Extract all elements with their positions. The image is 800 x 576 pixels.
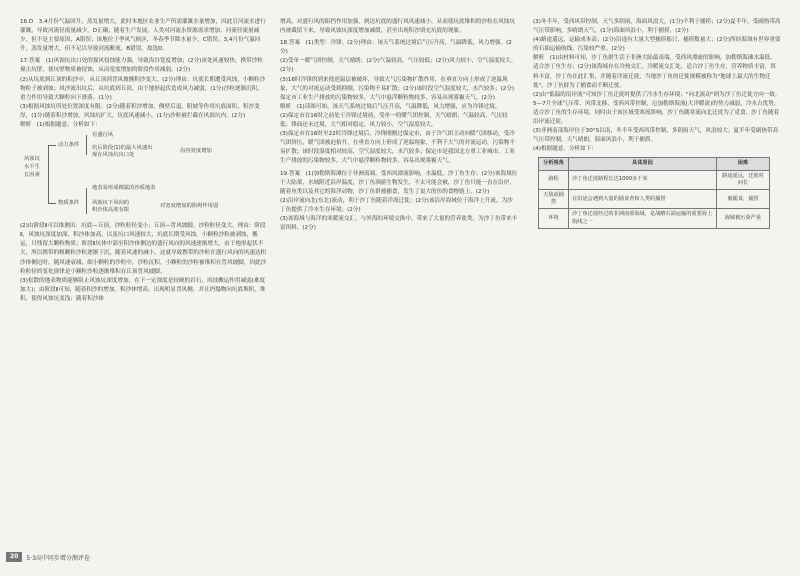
analysis-18-part2: (2)保定市在16时之前处于冷锋过境前，受单一的暖气团控制，天气晴朗；气温较高，气压较低；锋面还未过境，大气相对稳定，风力较小，空气湿度较大。	[280, 112, 508, 129]
diagram-line	[48, 145, 56, 146]
diagram-brace	[48, 145, 49, 203]
answer-19-part1: 19.答案 (1)加勒斯海滩位于非洲南端，受西风漂流影响，水温低，沙丁鱼生存；(2分)该海域位于大陆架，水域附近沿岸温度，沙丁鱼洄游生物发生，不太可能会被，沙丁鱼只能一直在沿岸，随着鱼类以及其它的海洋动物，沙丁鱼群被捕食，发生了更大的鱼的食物链上。(2分)	[280, 170, 518, 195]
table-cell: 沙丁鱼迁徙经过的非洲南部海域，是战略石油运输的重要海上航线之一	[569, 209, 717, 228]
analysis-17-heading: 解析 (1)根据题意，分析如下：	[20, 122, 101, 129]
diagram-d2b: 现在风蚀坑出口处	[92, 152, 135, 159]
table-cell: 环境	[539, 209, 569, 228]
table-row	[539, 170, 770, 189]
diagram-m1: 地表易形成裸露的沙质地表	[92, 185, 156, 192]
analysis-19-part1: 解析 (1)由材料可知，沙丁鱼群生活于非洲大陆最南端，受西风漂流的影响，加勒斯海滩水温低，适合沙丁鱼生存；(2分)该海域存在冷热交汇，冷暖流交汇处，适合沙丁鱼生存，营养物质丰富，饵料丰富，沙丁鱼在此汇集，并随着洋流迁徙，当地沙丁鱼的迁徙规模被称为"地球上最大的生物迁徙"，沙丁鱼群为了捕食而不断迁徙。	[533, 55, 776, 89]
diagram-brace	[86, 188, 87, 214]
table-cell: 海域被污染严重	[716, 209, 769, 228]
answer-17-part1: 17.答案 (1)风蚀坑出口处的强风侵蚀能力强，导致沟谷宽度增加；(2分)该处风速较快，携带沙粒撞击坑壁，使坑壁物质被侵蚀，从而宽度增加的阶段作用减弱。(2分)	[20, 58, 263, 74]
page-number: 20	[6, 552, 22, 562]
diagram-line	[48, 203, 56, 204]
table-cell: 路程	[539, 170, 569, 189]
diagram-m2b: 积沙体高度有限	[92, 207, 130, 214]
answer-17-part3: (3)根据风蚀坑所处位置深度有限；(2分)随着积沙增加，侧壁后退，阴坡等作用坑底面积、积沙变厚，(1分)随着积沙增加，风蚀坑扩大，坑底风速减小，(1分)沙粒被拦截在风蚀坑内。(2分)	[20, 103, 260, 119]
analysis-diagram	[20, 132, 268, 220]
column-right	[533, 18, 781, 229]
analysis-19-part3: (3)非洲南部海岸位于30°S以南，冬半年受西风带控制，多阴雨天气，风浪较大；夏半年受副热带高气压带控制，天气晴朗，海面风浪小，利于捕捞。	[533, 128, 779, 144]
answer-17-part2: (2)从坑底到丘顶的积沙中，从丘顶到背风坡侧积沙变大。(2分)理由：坑底长期遭受风蚀，小颗粒沙物粒子被剥蚀；风沙流出坑后，从坑底到丘顶，由于地形起伏造成风力减弱，(1分)沙粒逐渐沉积，重力作用导致大颗粒向下滑落。(1分)	[20, 76, 266, 101]
table-header: 具体原因	[569, 158, 717, 170]
diagram-d1: 有盛行风	[92, 132, 114, 139]
table-header: 困难	[716, 158, 769, 170]
diagram-root-2: 水平生	[24, 164, 40, 171]
table-header-row	[539, 158, 770, 170]
table-row	[539, 190, 770, 209]
answer-19-part3: (3)该海域与海洋的寒暖流交汇，与外海的环境交换中，带来了大量的营养盐类，为沙丁鱼带来丰富饵料。(2分)	[280, 215, 518, 232]
diagram-d2: 坑后阶段(1)的最大风速出	[92, 145, 153, 152]
book-title: 5·3高中同步增分测评卷	[26, 554, 90, 562]
answer-19-part2: (2)沿岸流向北(东北)流动，利于沙丁鱼随着洋流迁徙；(2分)该沿岸海域位于海洋上升流，为沙丁鱼提供了冷水生存环境；(2分)	[280, 197, 513, 213]
diagram-root-3: 长因素	[24, 172, 40, 179]
column-middle	[280, 18, 518, 233]
diagram-root-1: 风蚀坑	[24, 156, 40, 163]
analysis-17-cont: 增高，对盛行风的阻挡作用加强，到达坑底的盛行风风速减小，从而使坑底堆积的沙粒在风蚀坑内被截留下来，导致风蚀坑深度增加减缓，甚至出现积沙填充坑底的现象。	[280, 19, 515, 35]
diagram-d2-result: 沟谷宽度增加	[180, 148, 212, 155]
answer-16: 16.D 3,4月份气温回升，蒸发量增大，此时本地区农业生产所需灌溉水量增加，因此引河流水进行灌溉，导致河流径流量减少，D正确；随着生产发展，人类对河流水资源需求增加，河流径流量减少，但不是主要原因，A错误；该地位于季风气候区，冬春季节降水量少，C错误；3,4月份气温回升，蒸发量增大，但不足以导致河流断流，B错误。故选D。	[20, 19, 266, 53]
answer-18-part2: (2)受单一暖气团控制，天气晴朗；(2分)气温较高，气压较低；(2分)风力较小，空气湿度较大。(2分)	[280, 58, 517, 74]
analysis-18-part3: (3)保定市在16时至22时冷锋过境后，冷锋刚刚过保定市，由于冷气团主动向暖气团移动，受冷气团挤压，暖气团被迫抬升，在垂直方向上形成了逆温现象，不利于大气的对流运动，污染物不易扩散；该时段湿度相对较高，空气湿度较大，水汽较多；保定市是我国北方重工业城市，工业生产排放的污染物较多，大气中悬浮颗粒物较多，容易出现雾霾天气。	[280, 131, 515, 165]
table-cell: 在沿途会遇到大量的捕食者和人类的捕捞	[569, 190, 717, 209]
analysis-18-part1: 解析 (1)读图可知，该天气系统过境后气压升高，气温降低，风力增强，应为冷锋过境。	[280, 103, 501, 110]
answer-18-part3: (3)16时冷锋的到来使逆温层被破坏，导致大气污染物扩散作用，在垂直方向上形成了逆温现象，大气的对流运动受到抑制，污染物不易扩散；(2分)该时段空气湿度较大，水汽较多；(2分)保定市工业生产排放的污染物较多，大气中悬浮颗粒物较多，容易出现雾霾天气。(2分)	[280, 76, 515, 101]
analysis-19-part4: (4)根据题意，分析如下：	[533, 146, 597, 153]
table-row	[539, 209, 770, 228]
analysis-19-part2: (2)由"低温的沿岸流"可知沙丁鱼迁徙时提供了冷水生存环境；"向北流动"则为沙丁鱼迁徙方向一致。5—7月全球气压带、风带北移，受西风带控制，厄加勒斯海流(大洋暖流)的势力减弱，冷水占优势，适合沙丁鱼的生存环境，同时由于该区域受寒流影响，沙丁鱼随寒流向北迁徙为了觅食，沙丁鱼随着沿岸流迁徙。	[533, 91, 781, 126]
diagram-m2: 风蚀坑下风向的	[92, 200, 130, 207]
diagram-m2-result: 对宽度增加的阻碍作用弱	[160, 203, 219, 210]
diagram-brace	[86, 135, 87, 155]
analysis-17-part3: (3)松散的地表物质能够阻止风蚀坑深度增加，在下一定深度是较硬的岩石，风蚀搬运作用减弱(难度加大)；由阶段Ⅱ可知，随着积沙的增加，积沙体增高，出现明显背风侧，并且坍塌物向坑底堆积，堆积，使得风蚀坑变浅；随着积沙体	[20, 277, 266, 302]
analysis-17-part2: (2)由阶段Ⅱ可以推测出：坑底—丘顶，沙粒粒径变小；丘顶—背风坡脚，沙粒粒径变大。理由：阶段Ⅱ，风蚀坑深度加深，积沙体加高，以及坑口风速较大，坑底长期受风蚀，小颗粒沙粒被剥蚀，搬运，只残留大颗粒物质；阶段Ⅱ坑体中部至积沙体侧边的盛行风向的风速逐渐增大，由于地形起伏不大，所以携带的粗颗粒沙粒逐渐下沉，随着风速的减小，这就导致携带的沙粒在盛行风向的风速达积沙体侧边时，随风速衰减，细小颗粒的沙粒中，沙粒沉积，小颗粒的沙粒被堆积在背风坡脚，因此沙粒粒径的变化规律是小颗粒沙粒逐渐堆积在丘顶背风坡脚。	[20, 223, 267, 275]
diagram-material: 物质条件	[58, 200, 80, 207]
table-cell: 被捕食，捕捞	[716, 190, 769, 209]
diagram-dynamic: 动力条件	[58, 142, 80, 149]
column-left	[20, 18, 268, 304]
answer-18-part1: 18.答案 (1)类型：冷锋。(2分)理由：该天气系统过境后气压升高，气温降低，风力增强。(2分)	[280, 40, 512, 56]
table-cell: 沙丁鱼迁徙路程长达1000多千米	[569, 170, 717, 189]
answer-19-part4: (4)路途遥远，运输成本高；(2分)沿途有大量大型捕捞船只，捕捞数量大；(2分)所经海域有世界重要的石油运输航线，污染较严重。(2分)	[533, 37, 781, 53]
page-footer	[6, 551, 90, 563]
table-header: 分析视角	[539, 158, 569, 170]
analysis-table	[538, 157, 770, 228]
answer-19-part3b: (3)冬半年，受西风带控制，天气多阴雨，海面风浪大，(1分)不利于捕捞；(2分)夏半年，受副热带高气压带影响，多晴朗天气，(1分)海面风浪小，利于捕捞。(2分)	[533, 19, 781, 35]
table-cell: 天敌或捕捞	[539, 190, 569, 209]
table-cell: 路途遥远，迁徙时间长	[716, 170, 769, 189]
